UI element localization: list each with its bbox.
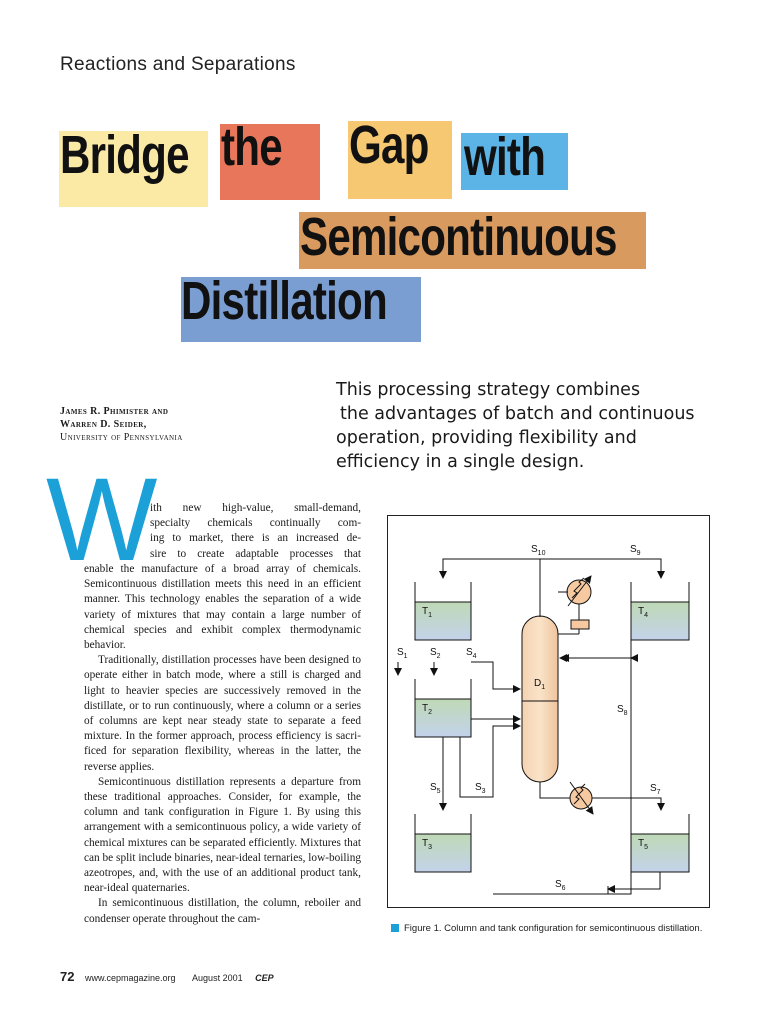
- label-s9: $S_9$: [630, 544, 641, 557]
- label-s2: $S_2$: [430, 647, 441, 660]
- title-word-distillation: Distillation: [181, 271, 387, 331]
- deck-line-3: operation, providing flexibility and: [336, 428, 637, 448]
- label-s7: $S_7$: [650, 783, 661, 796]
- affiliation: University of Pennsylvania: [60, 432, 183, 443]
- body-wrap: [150, 501, 361, 562]
- body-wrap-line: sire to create adaptable processes that: [150, 547, 361, 560]
- body-wrap-line: ing to market, there is an increased de-: [150, 532, 361, 545]
- label-s10: $S_{10}$: [531, 544, 546, 557]
- label-s1: $S_1$: [397, 647, 408, 660]
- paragraph-3: Semicontinuous distillation represents a departure from these traditional approaches. Consider, for example, the column and tank configuration in Figure 1. By using this arrangement with a semicontinuous policy, a wide variety of chemical mixtures can be separated efficiently. Mixtures that can be split include binaries, near-ideal ternaries, low-boiling azeotropes, and, with the use of an additional product tank, near-ideal quaternaries.: [84, 775, 361, 895]
- stream-s9: [540, 559, 661, 578]
- figure-caption: Figure 1. Column and tank configuration for semicontinuous distillation.: [391, 923, 702, 934]
- stream-s8: [560, 658, 631, 894]
- body-wrap-line: specialty chemicals continually com-: [150, 517, 361, 530]
- deck-line-2: the advantages of batch and continuous: [340, 404, 695, 424]
- label-s3: $S_3$: [475, 782, 486, 795]
- title-word-semicontinuous: Semicontinuous: [300, 207, 617, 267]
- label-s6: $S_6$: [555, 879, 566, 892]
- condenser: [567, 576, 591, 634]
- paragraph-2: Traditionally, distillation processes have been designed to operate either in batch mode, where a still is charged and light to heavier species are successively removed in the distillate, or to run continuously, where a column or a series of columns are kept near steady state to separate a feed mixture. In the former approach, process efficiency is sacrificed for separation flexibility, whereas in the latter, the reverse applies.: [84, 654, 361, 773]
- footer-date: August 2001: [192, 973, 243, 983]
- label-s5: $S_5$: [430, 782, 441, 795]
- stream-s7: [592, 798, 661, 810]
- page-footer: [60, 969, 274, 984]
- paragraph-1: enable the manufacture of a broad array of chemicals. Semicontinuous distillation meets this need in an efficient manner. This technology enables the separation of a wide variety of mixtures that may contain a large number of chemical species and exhibit complex thermodynamic behavior.: [84, 563, 361, 652]
- column-to-reboiler: [540, 782, 570, 798]
- process-diagram: [388, 516, 709, 907]
- body-wrap-line: ith new high-value, small-demand,: [150, 502, 361, 514]
- byline: [60, 405, 183, 444]
- stream-s6: [560, 658, 631, 894]
- label-s8: $S_8$: [617, 704, 628, 717]
- label-t1: $T_1$: [422, 606, 433, 619]
- label-t3: $T_3$: [422, 838, 433, 851]
- section-heading: Reactions and Separations: [60, 54, 296, 75]
- label-d1: $D_1$: [534, 678, 546, 691]
- title-word-with: with: [464, 127, 546, 187]
- title-word-bridge: Bridge: [60, 125, 189, 185]
- caption-marker-icon: [391, 924, 399, 932]
- stream-t5-to-s6: [608, 872, 660, 889]
- label-t4: $T_4$: [638, 606, 649, 619]
- magazine-logo: CEP: [255, 973, 274, 983]
- stream-s4: [471, 662, 520, 689]
- title-word-the: the: [221, 117, 282, 177]
- page-number: 72: [60, 969, 75, 984]
- deck: [336, 378, 726, 474]
- author-1: James R. Phimister and: [60, 406, 169, 417]
- title-word-gap: Gap: [349, 115, 429, 175]
- body-column: [84, 562, 361, 927]
- label-t5: $T_5$: [638, 838, 649, 851]
- reboiler: [570, 782, 593, 814]
- column-d1: [522, 616, 558, 782]
- deck-line-4: efficiency in a single design.: [336, 452, 585, 472]
- label-t2: $T_2$: [422, 703, 433, 716]
- figure-1: [387, 515, 710, 908]
- label-s4: $S_4$: [466, 647, 477, 660]
- deck-line-1: This processing strategy combines: [336, 380, 641, 400]
- drop-cap: W: [46, 454, 158, 586]
- paragraph-4: In semicontinuous distillation, the column, reboiler and condenser operate throughout the cam-: [84, 897, 361, 925]
- author-2: Warren D. Seider,: [60, 419, 147, 430]
- footer-url: www.cepmagazine.org: [84, 973, 176, 983]
